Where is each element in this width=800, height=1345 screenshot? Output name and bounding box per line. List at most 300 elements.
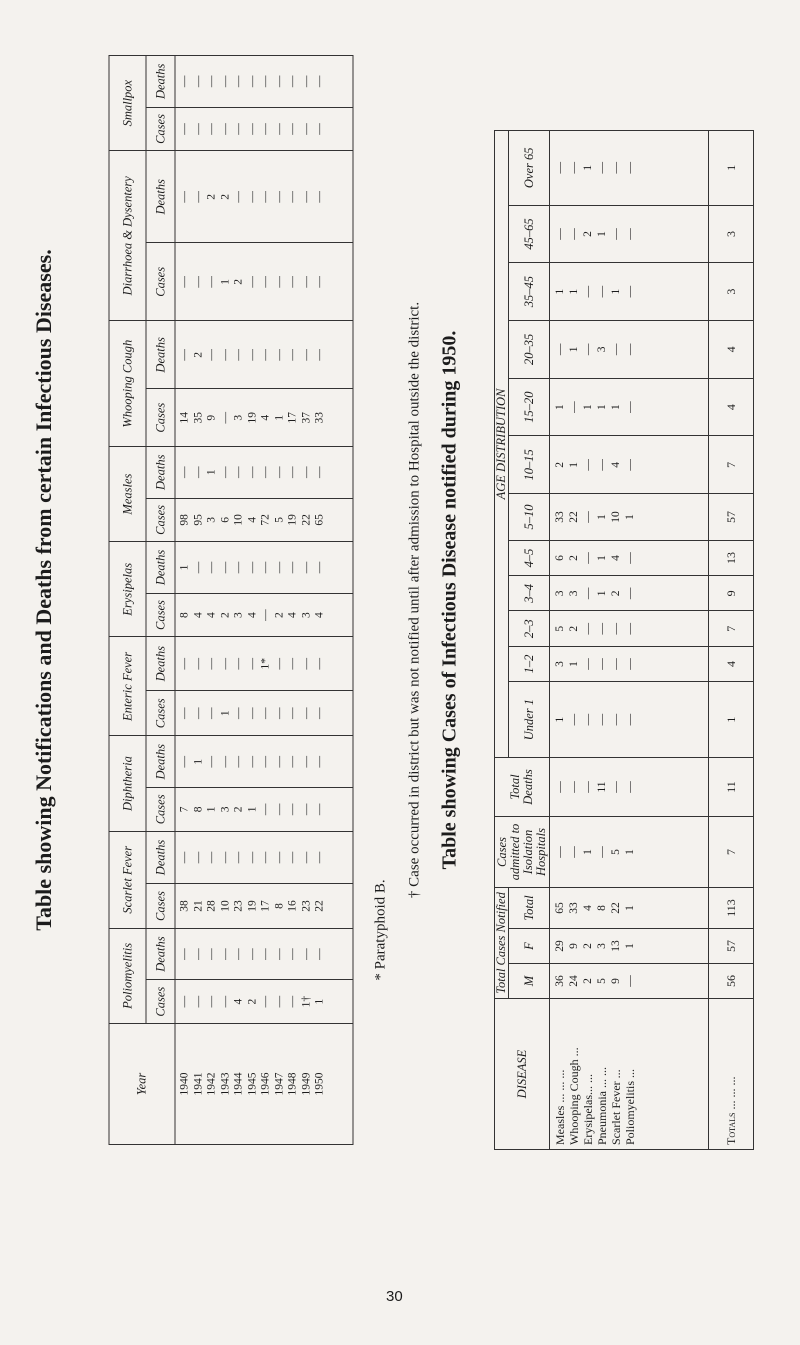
deaths-cell: —: [273, 948, 285, 960]
disease-list: [550, 999, 709, 1150]
deaths-cell: 1: [192, 758, 204, 765]
deaths-cell: 1: [178, 564, 191, 571]
age-cell: —: [568, 162, 580, 174]
cases-cell: 17: [259, 900, 272, 912]
deaths-column: [550, 758, 709, 817]
cases-cell: —: [286, 803, 299, 816]
cases-header: Cases: [146, 691, 175, 736]
cases-cell: 22: [313, 900, 326, 912]
deaths-cell: —: [205, 657, 218, 670]
cases-header: Cases: [146, 498, 175, 542]
totals-age: 4: [709, 646, 754, 681]
iso-column: [550, 817, 709, 888]
cases-cell: —: [219, 995, 231, 1008]
age-cell: 22: [568, 511, 580, 523]
deaths-cell: —: [232, 466, 245, 479]
cases-cell: —: [246, 123, 258, 135]
age-cell: —: [624, 622, 636, 635]
deaths-cell: —: [286, 657, 299, 670]
cases-cell: 4: [246, 612, 258, 618]
totals-age: 4: [709, 378, 754, 436]
age-cell: 1: [596, 555, 608, 561]
age-cell: 2: [568, 625, 580, 632]
iso-cell: —: [554, 846, 566, 858]
cases-cell: —: [192, 123, 204, 135]
total-cell: 65: [554, 902, 566, 914]
age-cell: —: [610, 228, 622, 240]
age-cell: 1: [568, 346, 580, 353]
age-cell: 6: [554, 555, 566, 561]
m-cell: 36: [554, 975, 566, 987]
totals-age: 7: [709, 436, 754, 494]
deaths-cell: —: [286, 191, 299, 203]
age-cell: 1: [568, 661, 580, 667]
cases-cell: —: [313, 803, 326, 816]
paratyphoid-note: * Paratyphoid B.: [372, 879, 389, 981]
deaths-cell: —: [273, 191, 285, 203]
cases-column: [175, 593, 353, 637]
notifications-deaths-table: [109, 55, 354, 1145]
year-cell: 1948: [286, 1072, 299, 1096]
cases-cell: —: [286, 707, 299, 720]
cases-cell: —: [192, 995, 204, 1008]
deaths-column: [175, 542, 353, 594]
deaths-cell: —: [259, 466, 272, 479]
age-column: [550, 540, 709, 575]
deaths-header: Deaths: [146, 928, 175, 980]
totals-f: 57: [709, 929, 754, 964]
age-cell: 1: [554, 404, 566, 411]
deaths-column: [175, 831, 353, 884]
age-cell: —: [582, 343, 594, 356]
age-cell: 1: [596, 231, 608, 237]
cases-cell: —: [259, 803, 272, 816]
dagger-note: † Case occurred in district but was not notified until after admission to Hospital outside the district.: [406, 301, 423, 899]
deaths-cell: —: [259, 561, 272, 574]
deaths-column: [175, 56, 353, 108]
deaths-cell: —: [259, 349, 272, 361]
deaths-header: Deaths: [146, 831, 175, 884]
age-group-header: 3–4: [509, 576, 550, 611]
totals-iso: 7: [709, 817, 754, 888]
f-cell: 13: [610, 940, 622, 952]
year-header: Year: [109, 1024, 175, 1145]
cases-cell: 33: [313, 411, 326, 424]
deaths-cell: —: [624, 781, 636, 793]
age-cell: —: [582, 713, 594, 726]
deaths-column: [175, 637, 353, 691]
deaths-cell: —: [192, 948, 204, 960]
age-cell: 1: [554, 288, 566, 295]
cases-cell: 3: [300, 612, 312, 618]
cases-cell: 8: [273, 903, 285, 909]
deaths-cell: —: [286, 561, 299, 574]
cases-cell: —: [246, 276, 258, 288]
age-cell: —: [582, 511, 594, 523]
deaths-cell: —: [192, 466, 204, 479]
totals-age: 1: [709, 682, 754, 758]
cases-cell: 3: [232, 612, 245, 618]
age-cell: 3: [568, 590, 580, 597]
total-cases-header: Total Cases Notified: [495, 888, 509, 999]
deaths-column: [175, 928, 353, 980]
deaths-cell: —: [232, 657, 245, 670]
cases-cell: —: [313, 123, 326, 135]
deaths-cell: —: [554, 781, 566, 793]
m-cell: 2: [582, 978, 594, 984]
deaths-cell: —: [178, 349, 191, 361]
cases-cell: —: [300, 123, 312, 135]
cases-column: [175, 243, 353, 321]
deaths-cell: —: [192, 191, 204, 203]
cases-cell: —: [259, 995, 272, 1008]
deaths-cell: 1*: [259, 657, 272, 670]
age-cell: —: [610, 622, 622, 635]
age-cell: 1: [596, 404, 608, 411]
age-cell: —: [596, 713, 608, 726]
cases-cell: —: [259, 707, 272, 720]
m-cell: 5: [596, 978, 608, 984]
cases-cell: 35: [192, 411, 204, 424]
m-column: [550, 964, 709, 999]
age-cell: —: [624, 285, 636, 298]
cases-cell: 1: [313, 998, 326, 1005]
year-cell: 1949: [300, 1072, 312, 1096]
age-cell: —: [624, 228, 636, 240]
total-cell: 1: [624, 905, 636, 911]
iso-cell: 1: [624, 849, 636, 855]
deaths-cell: —: [300, 75, 312, 88]
deaths-cell: —: [219, 657, 231, 670]
f-cell: 29: [554, 940, 566, 952]
cases-cell: 19: [246, 900, 258, 912]
cases-cell: —: [273, 995, 285, 1008]
deaths-cell: —: [219, 466, 231, 479]
deaths-cell: —: [286, 75, 299, 88]
age-cell: 33: [554, 511, 566, 523]
deaths-cell: —: [273, 561, 285, 574]
age-group-header: 10–15: [509, 436, 550, 494]
deaths-cell: —: [313, 657, 326, 670]
f-cell: 9: [568, 943, 580, 949]
deaths-header: Deaths: [146, 151, 175, 243]
f-header: F: [509, 929, 550, 964]
age-cell: —: [596, 285, 608, 298]
deaths-cell: —: [273, 466, 285, 479]
age-cell: —: [624, 343, 636, 356]
year-list: [175, 1024, 353, 1145]
deaths-cell: 2: [205, 193, 218, 200]
cases-cell: 95: [192, 514, 204, 526]
year-cell: 1946: [259, 1072, 272, 1096]
cases-cell: 16: [286, 900, 299, 912]
disease-name: Whooping Cough ...: [567, 1047, 581, 1145]
age-group-header: 15–20: [509, 378, 550, 436]
total-cell: 8: [596, 905, 608, 911]
age-cell: —: [554, 228, 566, 240]
cases-header: Cases: [146, 107, 175, 151]
cases-cell: —: [259, 276, 272, 288]
age-column: [550, 321, 709, 379]
cases-cell: 14: [178, 411, 191, 424]
total-deaths-header: Total Deaths: [495, 758, 550, 817]
deaths-column: [175, 447, 353, 499]
disease-header: Measles: [109, 447, 146, 542]
cases-column: [175, 498, 353, 542]
deaths-cell: —: [205, 349, 218, 361]
deaths-cell: 11: [596, 781, 608, 793]
age-cell: 1: [596, 590, 608, 597]
cases-cell: 65: [313, 514, 326, 526]
totals-label: Totals ... ... ...: [709, 999, 754, 1150]
deaths-cell: —: [178, 756, 191, 768]
cases-cell: 1: [219, 278, 231, 285]
f-cell: 2: [582, 943, 594, 949]
cases-cell: —: [205, 276, 218, 288]
cases-cell: 28: [205, 900, 218, 912]
deaths-cell: —: [286, 756, 299, 768]
totals-age: 1: [709, 131, 754, 206]
deaths-cell: —: [313, 561, 326, 574]
year-cell: 1943: [219, 1072, 231, 1096]
cases-column: [175, 884, 353, 929]
deaths-cell: —: [300, 349, 312, 361]
cases-cell: 4: [313, 612, 326, 618]
deaths-cell: —: [178, 466, 191, 479]
table1-title: Table showing Notifications and Deaths from certain Infectious Diseases.: [31, 249, 56, 931]
cases-cell: 6: [219, 517, 231, 523]
iso-cell: —: [596, 846, 608, 858]
deaths-cell: —: [232, 349, 245, 361]
age-column: [550, 682, 709, 758]
cases-cell: 23: [232, 900, 245, 912]
age-cell: 1: [610, 288, 622, 295]
deaths-cell: —: [313, 466, 326, 479]
deaths-cell: —: [273, 75, 285, 88]
f-cell: 3: [596, 943, 608, 949]
age-cell: 2: [568, 555, 580, 561]
cases-cell: 3: [205, 517, 218, 523]
cases-cell: 4: [192, 612, 204, 618]
deaths-cell: —: [205, 75, 218, 88]
cases-cell: —: [300, 276, 312, 288]
cases-cell: —: [286, 995, 299, 1008]
cases-cell: —: [205, 123, 218, 135]
age-cell: —: [624, 401, 636, 413]
deaths-cell: —: [219, 75, 231, 88]
deaths-cell: —: [286, 349, 299, 361]
cases-cell: —: [232, 707, 245, 720]
age-cell: 3: [554, 590, 566, 597]
cases-cell: 8: [178, 612, 191, 618]
cases-cell: 9: [205, 414, 218, 421]
totals-total: 113: [709, 888, 754, 929]
age-column: [550, 494, 709, 541]
deaths-cell: —: [246, 349, 258, 361]
age-cell: —: [610, 162, 622, 174]
deaths-cell: —: [259, 75, 272, 88]
deaths-cell: —: [259, 756, 272, 768]
cases-cell: 22: [300, 514, 312, 526]
iso-cell: —: [568, 846, 580, 858]
deaths-cell: —: [246, 466, 258, 479]
infectious-disease-1950-table: [494, 130, 754, 1150]
deaths-cell: —: [219, 851, 231, 864]
deaths-cell: —: [259, 191, 272, 203]
deaths-cell: —: [313, 851, 326, 864]
cases-header: Cases: [146, 243, 175, 321]
disease-header: Scarlet Fever: [109, 831, 146, 928]
deaths-cell: —: [273, 756, 285, 768]
deaths-cell: —: [232, 851, 245, 864]
age-group-header: 1–2: [509, 646, 550, 681]
age-group-header: 35–45: [509, 263, 550, 321]
age-cell: —: [582, 658, 594, 670]
disease-name: Scarlet Fever ...: [609, 1069, 623, 1145]
deaths-cell: —: [192, 561, 204, 574]
cases-header: Cases: [146, 593, 175, 637]
deaths-cell: —: [178, 948, 191, 960]
cases-cell: 10: [219, 900, 231, 912]
totals-age: 3: [709, 263, 754, 321]
age-group-header: 5–10: [509, 494, 550, 541]
age-cell: —: [568, 713, 580, 726]
disease-header: Poliomyelitis: [109, 928, 146, 1023]
cases-cell: 1: [219, 710, 231, 717]
cases-cell: —: [232, 123, 245, 135]
deaths-cell: —: [192, 75, 204, 88]
deaths-cell: —: [246, 657, 258, 670]
deaths-cell: —: [205, 851, 218, 864]
age-cell: 2: [582, 231, 594, 237]
deaths-cell: —: [246, 191, 258, 203]
age-group-header: 4–5: [509, 540, 550, 575]
age-column: [550, 436, 709, 494]
deaths-cell: —: [313, 191, 326, 203]
age-cell: —: [554, 162, 566, 174]
deaths-cell: —: [219, 756, 231, 768]
totals-age: 57: [709, 494, 754, 541]
cases-cell: —: [313, 276, 326, 288]
total-cell: 4: [582, 905, 594, 911]
age-distribution-header: AGE DISTRIBUTION: [495, 131, 509, 758]
deaths-cell: —: [582, 781, 594, 793]
m-header: M: [509, 964, 550, 999]
deaths-cell: —: [568, 781, 580, 793]
cases-column: [175, 389, 353, 447]
deaths-header: Deaths: [146, 542, 175, 594]
cases-cell: —: [178, 123, 191, 135]
cases-cell: 17: [286, 411, 299, 424]
cases-cell: —: [286, 123, 299, 135]
deaths-cell: 2: [219, 193, 231, 200]
age-cell: —: [624, 713, 636, 726]
deaths-cell: —: [273, 851, 285, 864]
cases-cell: —: [273, 123, 285, 135]
cases-cell: 4: [232, 998, 245, 1005]
age-cell: —: [554, 343, 566, 356]
age-column: [550, 205, 709, 263]
age-cell: 1: [568, 462, 580, 468]
cases-cell: —: [219, 123, 231, 135]
age-column: [550, 378, 709, 436]
cases-column: [175, 691, 353, 736]
deaths-cell: —: [246, 75, 258, 88]
iso-cell: 1: [582, 849, 594, 855]
year-cell: 1940: [178, 1072, 191, 1096]
isolation-header: Cases admitted to Isolation Hospitals: [495, 817, 550, 888]
age-cell: 1: [624, 514, 636, 520]
age-cell: 1: [582, 404, 594, 411]
deaths-cell: —: [192, 851, 204, 864]
totals-age: 7: [709, 611, 754, 646]
cases-header: Cases: [146, 389, 175, 447]
cases-cell: 2: [246, 998, 258, 1005]
deaths-cell: —: [259, 948, 272, 960]
cases-cell: —: [259, 123, 272, 135]
totals-m: 56: [709, 964, 754, 999]
age-group-header: Over 65: [509, 131, 550, 206]
totals-age: 4: [709, 321, 754, 379]
f-column: [550, 929, 709, 964]
cases-cell: 10: [232, 514, 245, 526]
deaths-cell: —: [232, 756, 245, 768]
deaths-header: Deaths: [146, 56, 175, 108]
cases-cell: 7: [178, 806, 191, 813]
cases-header: Cases: [146, 980, 175, 1024]
cases-cell: —: [246, 707, 258, 720]
cases-cell: 2: [219, 612, 231, 618]
deaths-cell: 1: [205, 469, 218, 476]
deaths-cell: —: [313, 349, 326, 361]
age-cell: —: [582, 459, 594, 471]
cases-cell: 4: [286, 612, 299, 618]
age-group-header: 2–3: [509, 611, 550, 646]
disease-header: Smallpox: [109, 56, 146, 151]
age-column: [550, 263, 709, 321]
deaths-header: Deaths: [146, 447, 175, 499]
age-cell: —: [582, 622, 594, 635]
cases-cell: 98: [178, 514, 191, 526]
age-cell: —: [624, 552, 636, 564]
disease-name: Erysipelas... ...: [581, 1074, 595, 1145]
age-group-header: Under 1: [509, 682, 550, 758]
year-cell: 1945: [246, 1072, 258, 1096]
cases-cell: 1: [273, 414, 285, 421]
cases-cell: —: [219, 411, 231, 424]
age-cell: —: [582, 285, 594, 298]
age-cell: 4: [610, 462, 622, 468]
age-cell: —: [624, 162, 636, 174]
cases-cell: 4: [259, 414, 272, 421]
deaths-cell: —: [246, 561, 258, 574]
table2-wrapper: [494, 130, 754, 1150]
age-cell: —: [596, 459, 608, 471]
deaths-cell: —: [178, 851, 191, 864]
age-cell: —: [624, 587, 636, 600]
deaths-cell: —: [259, 851, 272, 864]
disease-name: Pneumonia ... ...: [595, 1067, 609, 1145]
cases-cell: 23: [300, 900, 312, 912]
total-cell: 33: [568, 902, 580, 914]
cases-cell: —: [192, 276, 204, 288]
age-cell: 3: [554, 661, 566, 667]
cases-cell: —: [273, 803, 285, 816]
deaths-cell: —: [300, 191, 312, 203]
totals-deaths: 11: [709, 758, 754, 817]
cases-cell: —: [273, 276, 285, 288]
cases-cell: —: [313, 707, 326, 720]
